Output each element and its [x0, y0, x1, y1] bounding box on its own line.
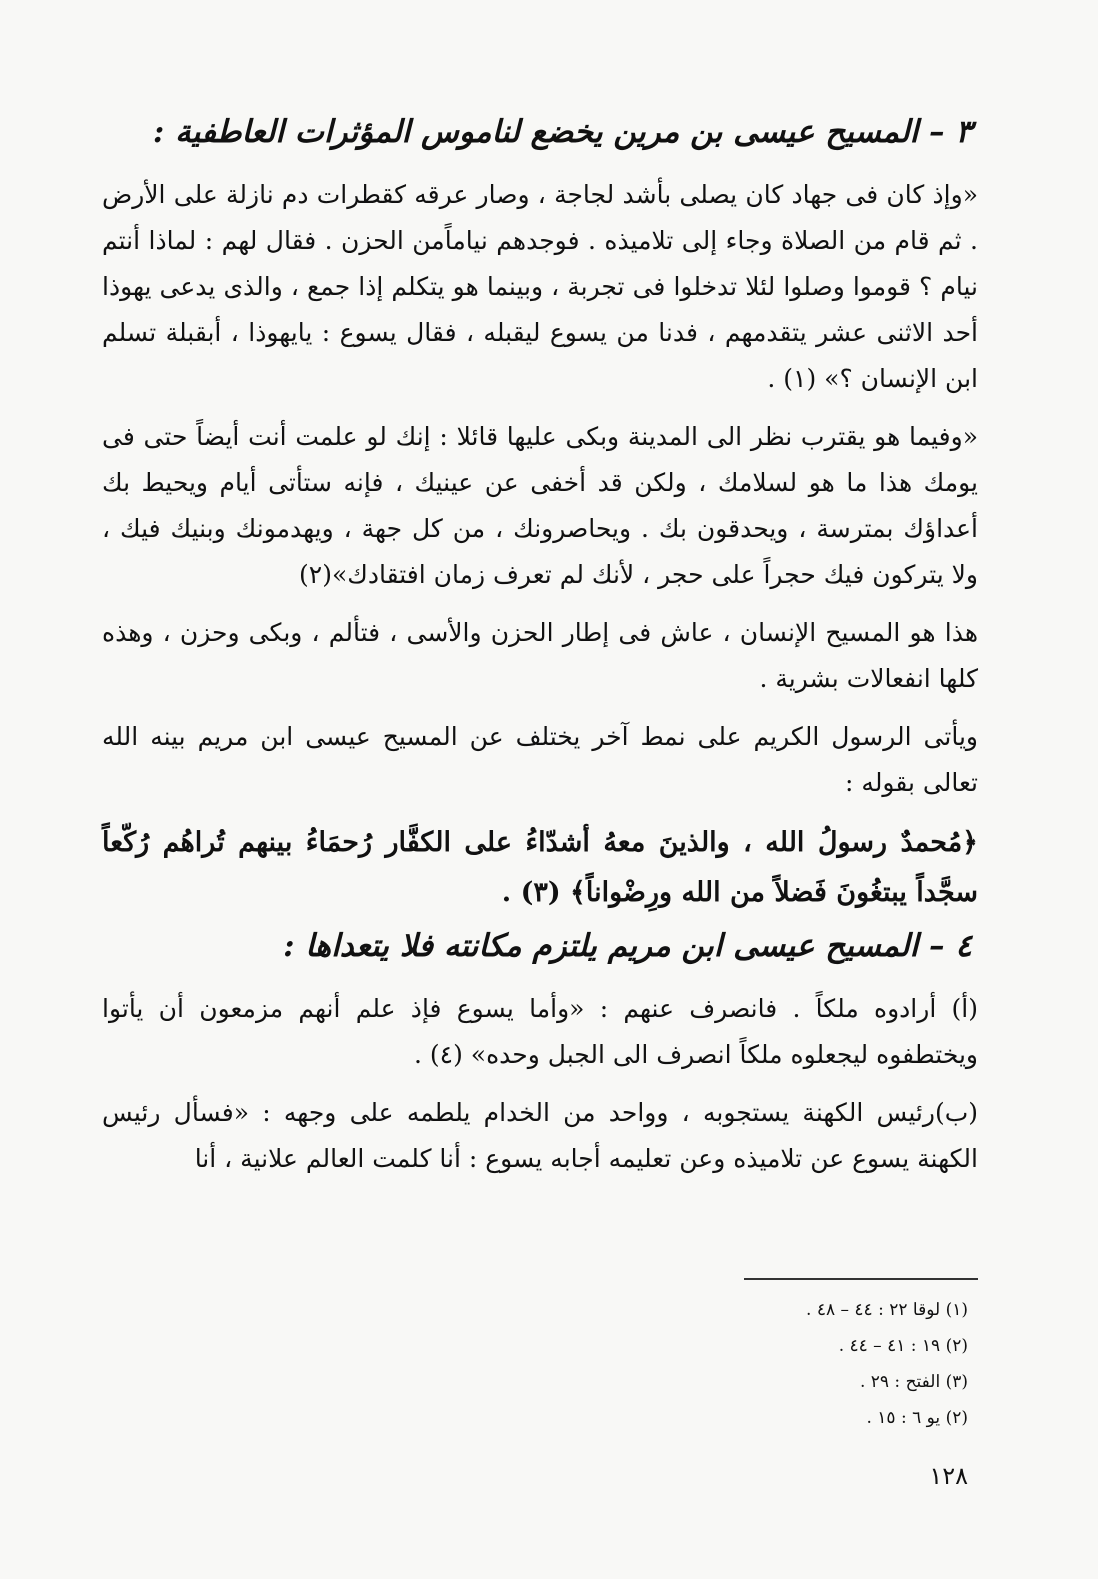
- main-text: [102, 108, 978, 1194]
- paragraph-gethsemane: «وإذ كان فى جهاد كان يصلى بأشد لجاجة ، وصار عرقه كقطرات دم نازلة على الأرض . ثم قام من الصلاة وجاء إلى تلاميذه . فوجدهم نياماًمن الحزن . فقال لهم : لماذا أنتم نيام ؟ قوموا وصلوا لئلا تدخلوا فى تجربة ، وبينما هو يتكلم إذا جمع ، والذى يدعى يهوذا أحد الاثنى عشر يتقدمهم ، فدنا من يسوع ليقبله ، فقال يسوع : يايهوذا ، أبقبلة تسلم ابن الإنسان ؟» (١) .: [102, 180, 978, 393]
- paragraph-weeping-over-city: «وفيما هو يقترب نظر الى المدينة وبكى عليها قائلا : إنك لو علمت أنت أيضاً حتى فى يومك هذا ما هو لسلامك ، ولكن قد أخفى عن عينيك ، فإنه ستأتى أيام ويحيط بك أعداؤك بمترسة ، ويحدقون بك . ويحاصرونك ، من كل جهة ، ويهدمونك وبنيك فيك ، ولا يتركون فيك حجراً على حجر ، لأنك لم تعرف زمان افتقادك»(٢): [102, 422, 978, 589]
- footnote-1: (١) لوقا ٢٢ : ٤٤ – ٤٨ .: [806, 1300, 968, 1320]
- section-heading-4: ٤ – المسيح عيسى ابن مريم يلتزم مكانته فلا يتعداها :: [283, 928, 972, 964]
- footnote-2: (٢) ١٩ : ٤١ – ٤٤ .: [838, 1336, 968, 1356]
- paragraph-item-a: (أ) أرادوه ملكاً . فانصرف عنهم : «وأما يسوع فإذ علم أنهم مزمعون أن يأتوا ويختطفوه ليجعلوه ملكاً انصرف الى الجبل وحده» (٤) .: [102, 994, 978, 1069]
- quran-verse: ﴿مُحمدٌ رسولُ الله ، والذينَ معهُ أشدّاءُ على الكفَّار رُحمَاءُ بينهم تُراهُم رُكّعاً سجَّداً يبتغُونَ فَضلاً من الله ورِضْواناً﴾ (٣) .: [102, 827, 978, 908]
- footnotes: [688, 1292, 968, 1436]
- footnote-4: (٢) يو ٦ : ١٥ .: [866, 1408, 968, 1428]
- paragraph-prophet-intro: ويأتى الرسول الكريم على نمط آخر يختلف عن المسيح عيسى ابن مريم بينه الله تعالى بقوله :: [102, 722, 978, 797]
- section-heading-3: ٣ – المسيح عيسى بن مرين يخضع لناموس المؤثرات العاطفية :: [152, 114, 972, 150]
- page-number: ١٢٨: [929, 1462, 968, 1490]
- footnote-divider: [744, 1278, 978, 1280]
- paragraph-human-emotions: هذا هو المسيح الإنسان ، عاش فى إطار الحزن والأسى ، فتألم ، وبكى وحزن ، وهذه كلها انفعالات بشرية .: [102, 618, 978, 693]
- paragraph-item-b: (ب)رئيس الكهنة يستجوبه ، وواحد من الخدام يلطمه على وجهه : «فسأل رئيس الكهنة يسوع عن تلاميذه وعن تعليمه أجابه يسوع : أنا كلمت العالم علانية ، أنا: [102, 1098, 978, 1173]
- footnote-3: (٣) الفتح : ٢٩ .: [859, 1372, 968, 1392]
